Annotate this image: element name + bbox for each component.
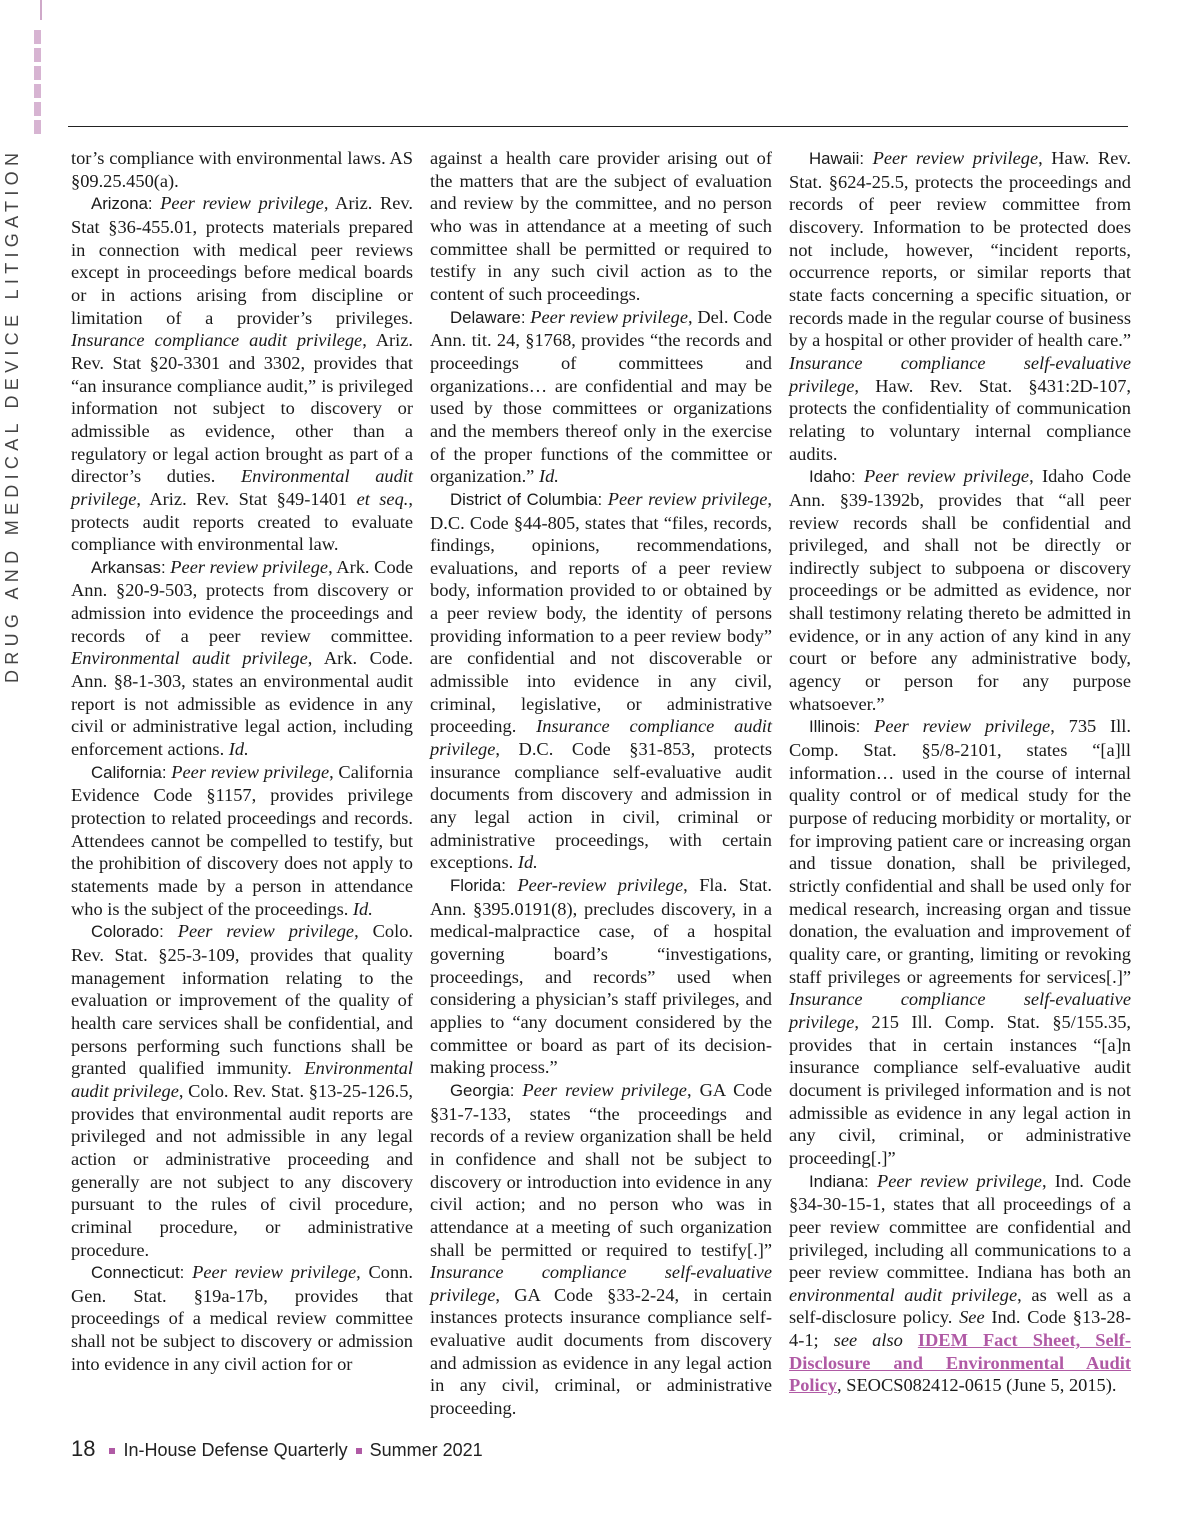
footer-bullet — [109, 1448, 115, 1454]
rail-dash — [34, 48, 41, 62]
paragraph-colorado: Colorado: Peer review privilege, Colo. Rev. Stat. §25-3-109, provides that quality management information relating to the evaluation or improvement of the quality of health care services shall be confidential, and persons performing such functions shall be granted qualified immunity. Environmental audit privilege, Colo. Rev. Stat. §13-25-126.5, provides that environmental audit reports are privileged and not admissible in any legal action or administrative proceeding and generally are not subject to any discovery pursuant to the rules of civil procedure, criminal procedure, or administrative procedure. — [71, 921, 413, 1260]
paragraph-idaho: Idaho: Peer review privilege, Idaho Code Ann. §39-1392b, provides that “all peer review records shall be confidential and privileged, and shall not be directly or indirectly subject to subpoena or discovery proceedings or be admitted as evidence, nor shall testimony relating thereto be admitted in evidence, or in any action of any kind in any court or before any administrative body, agency or person for any purpose whatsoever.” — [789, 466, 1131, 714]
state-heading: Connecticut: — [91, 1263, 185, 1283]
paragraph-continued: tor’s compliance with environmental laws. AS §09.25.450(a). — [71, 148, 413, 191]
page-number: 18 — [71, 1436, 96, 1461]
state-heading: California: — [91, 762, 167, 782]
state-heading: Delaware: — [450, 307, 526, 327]
top-rule — [68, 126, 1128, 127]
paragraph-illinois: Illinois: Peer review privilege, 735 Ill. Comp. Stat. §5/8-2101, states “[a]ll information… used in the course of internal quality control or of medical study for the purpose of reducing morbidity or mortality, or for improving patient care or increasing organ and tissue donation, shall be privileged, strictly confidential and shall be used only for medical research, increasing organ and tissue donation, the evaluation and improvement of quality care, or granting, limiting or revoking staff privileges or agreements for services[.]” Insurance compliance self-evaluative privilege, 215 Ill. Comp. Stat. §5/155.35, provides that in certain instances “[a]n insurance compliance self-evaluative audit document is privileged information and is not admissible as evidence in any legal action in any civil, criminal, or administrative proceeding[.]” — [789, 716, 1131, 1168]
paragraph-arizona: Arizona: Peer review privilege, Ariz. Rev. Stat §36-455.01, protects materials prepared in connection with medical peer reviews except in proceedings before medical boards or in actions arising from discipline or limitation of a provider’s privileges. Insurance compliance audit privilege, Ariz. Rev. Stat §20-3301 and 3302, provides that “an insurance compliance audit,” is privileged information not subject to discovery or admissible as evidence, other than a regulatory or legal action brought as part of a director’s duties. Environmental audit privilege, Ariz. Rev. Stat §49-1401 et seq., protects audit reports created to evaluate compliance with environmental law. — [71, 193, 413, 555]
state-heading: Idaho: — [809, 467, 856, 487]
rail-dash — [34, 66, 41, 80]
rail-dash — [34, 84, 41, 98]
paragraph-california: California: Peer review privilege, California Evidence Code §1157, provides privilege protection to related proceedings and records. Attendees cannot be compelled to testify, but the prohibition of discovery does not apply to statements made by a person in attendance who is the subject of the proceedings. Id. — [71, 761, 413, 919]
paragraph-florida: Florida: Peer-review privilege, Fla. Stat. Ann. §395.0191(8), precludes discovery, in a medical-malpractice case, of a hospital governing board’s “investigations, proceedings, and records” used when considering a physician’s staff privileges, and applies to “any document considered by the committee or board as part of its decision-making process.” — [430, 875, 772, 1078]
footer-bullet — [356, 1448, 362, 1454]
paragraph-delaware: Delaware: Peer review privilege, Del. Code Ann. tit. 24, §1768, provides “the records and proceedings of committees and organizations… are confidential and may be used by those committees or organizations and the members thereof only in the exercise of the proper functions of the committee or organization.” Id. — [430, 306, 772, 487]
state-heading: Arizona: — [91, 194, 153, 214]
state-heading: Arkansas: — [91, 557, 166, 577]
paragraph-connecticut: Connecticut: Peer review privilege, Conn. Gen. Stat. §19a-17b, provides that proceedings of a medical review committee shall not be subject to discovery or admission into evidence in any civil action for or — [71, 1262, 413, 1374]
paragraph-continued: against a health care provider arising out of the matters that are the subject of evaluation and review by the committee, and no person who was in attendance at a meeting of such committee shall be permitted or required to testify in any such civil action as to the content of such proceedings. — [430, 148, 772, 304]
issue-name: Summer 2021 — [369, 1440, 483, 1460]
text-column-2 — [430, 147, 772, 1420]
state-heading: Colorado: — [91, 922, 164, 942]
publication-name: In-House Defense Quarterly — [123, 1440, 348, 1460]
paragraph-arkansas: Arkansas: Peer review privilege, Ark. Code Ann. §20-9-503, protects from discovery or admission into evidence the proceedings and records of a peer review committee. Environmental audit privilege, Ark. Code. Ann. §8-1-303, states an environmental audit report is not admissible as evidence in any civil or administrative legal action, including enforcement actions. Id. — [71, 556, 413, 760]
text-column-1 — [71, 147, 413, 1375]
paragraph-district-of-columbia: District of Columbia: Peer review privilege, D.C. Code §44-805, states that “files, records, findings, opinions, recommendations, evaluations, and reports of a peer review body, information provided to or obtained by a peer review body, the identity of persons providing information to a peer review body” are confidential and not discoverable or admissible into evidence in any civil, criminal, legislative, or administrative proceeding. Insurance compliance audit privilege, D.C. Code §31-853, protects insurance compliance self-evaluative audit documents from discovery and admission in any legal action in civil, criminal or administrative proceedings, with certain exceptions. Id. — [430, 488, 772, 873]
paragraph-georgia: Georgia: Peer review privilege, GA Code §31-7-133, states “the proceedings and records of a review organization shall be held in confidence and shall not be subject to discovery or introduction into evidence in any civil action; and no person who was in attendance at a meeting of such organization shall be permitted or required to testify[.]” Insurance compliance self-evaluative privilege, GA Code §33-2-24, in certain instances protects insurance compliance self-evaluative audit documents from discovery and admission as evidence in any legal action in any civil, criminal, or administrative proceeding. — [430, 1079, 772, 1419]
section-label: DRUG AND MEDICAL DEVICE LITIGATION — [2, 147, 22, 683]
idem-fact-sheet-link[interactable]: IDEM Fact Sheet, Self-Disclosure and Environmental Audit Policy — [789, 1330, 1131, 1396]
state-heading: District of Columbia: — [450, 489, 603, 509]
paragraph-hawaii: Hawaii: Peer review privilege, Haw. Rev. Stat. §624-25.5, protects the proceedings and records of peer review committee from discovery. Information to be protected does not include, however, “incident reports, occurrence reports, or similar reports that state facts concerning a specific situation, or records made in the regular course of business by a hospital or other provider of health care.” Insurance compliance self-evaluative privilege, Haw. Rev. Stat. §431:2D-107, protects the confidentiality of communication relating to voluntary internal compliance audits. — [789, 148, 1131, 464]
state-heading: Indiana: — [809, 1171, 869, 1191]
rail-dash — [34, 120, 41, 134]
text-column-3 — [789, 147, 1131, 1397]
state-heading: Georgia: — [450, 1080, 515, 1100]
state-heading: Florida: — [450, 876, 506, 895]
paragraph-indiana: Indiana: Peer review privilege, Ind. Code §34-30-15-1, states that all proceedings of a peer review committee are confidential and privileged, including all communications to a peer review committee. Indiana has both an environmental audit privilege, as well as a self-disclosure policy. See Ind. Code §13-28-4-1; see also IDEM Fact Sheet, Self-Disclosure and Environmental Audit Policy, SEOCS082412-0615 (June 5, 2015). — [789, 1170, 1131, 1396]
rail-dash — [34, 102, 41, 116]
rail-dash — [34, 30, 41, 44]
page-footer — [71, 1436, 483, 1462]
state-heading: Illinois: — [809, 717, 861, 737]
state-heading: Hawaii: — [809, 149, 865, 168]
rail-line — [40, 0, 42, 20]
side-rail — [28, 0, 68, 700]
